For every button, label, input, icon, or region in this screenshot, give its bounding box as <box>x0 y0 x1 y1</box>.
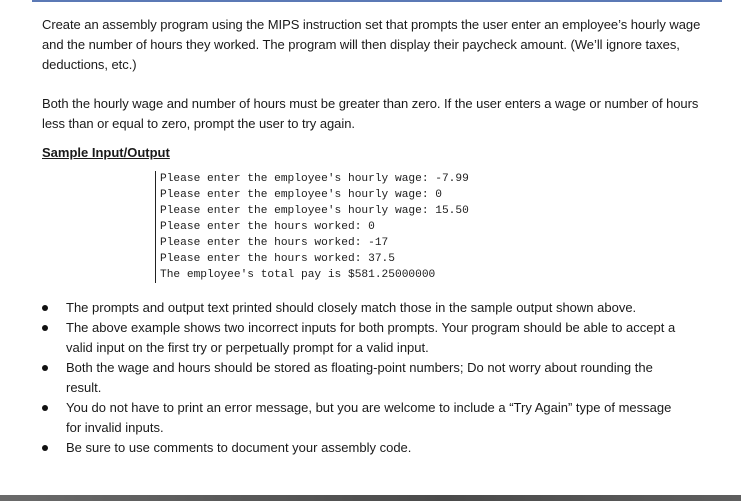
top-divider <box>32 0 722 2</box>
sample-output-line: Please enter the employee's hourly wage: 0 <box>160 189 442 201</box>
sample-output-line: Please enter the hours worked: 0 <box>160 221 375 233</box>
list-item-text: Be sure to use comments to document your assembly code. <box>66 440 412 455</box>
intro-paragraph: Create an assembly program using the MIPS instruction set that prompts the user enter an employee’s hourly wage and the number of hours they worked. The program will then display their paycheck amount. (We’ll ignore taxes, deductions, etc.) <box>42 17 701 72</box>
sample-output-line: The employee's total pay is $581.25000000 <box>160 269 436 281</box>
requirements-list <box>42 298 682 458</box>
bottom-bar <box>0 495 741 501</box>
sample-output-line: Please enter the employee's hourly wage: -7.99 <box>160 173 469 185</box>
bullet-icon <box>42 325 48 331</box>
list-item <box>42 398 682 438</box>
list-item <box>42 298 682 318</box>
list-item-text: Both the wage and hours should be stored as floating-point numbers; Do not worry about rounding the result. <box>66 360 653 395</box>
sample-output-line: Please enter the hours worked: -17 <box>160 237 389 249</box>
list-item <box>42 318 682 358</box>
sample-output-line: Please enter the employee's hourly wage: 15.50 <box>160 205 469 217</box>
bullet-icon <box>42 445 48 451</box>
sample-output-block <box>155 171 469 283</box>
list-item-text: The prompts and output text printed should closely match those in the sample output shown above. <box>66 300 637 315</box>
bullet-icon <box>42 405 48 411</box>
sample-output-line: Please enter the hours worked: 37.5 <box>160 253 395 265</box>
list-item-text: The above example shows two incorrect inputs for both prompts. Your program should be able to accept a valid input on the first try or perpetually prompt for a valid input. <box>66 320 676 355</box>
list-item <box>42 438 682 458</box>
list-item <box>42 358 682 398</box>
bullet-icon <box>42 305 48 311</box>
bullet-icon <box>42 365 48 371</box>
validation-paragraph: Both the hourly wage and number of hours must be greater than zero. If the user enters a wage or number of hours less than or equal to zero, prompt the user to try again. <box>42 96 699 131</box>
sample-io-heading: Sample Input/Output <box>42 145 170 160</box>
list-item-text: You do not have to print an error message, but you are welcome to include a “Try Again” type of message for invalid inputs. <box>66 400 672 435</box>
